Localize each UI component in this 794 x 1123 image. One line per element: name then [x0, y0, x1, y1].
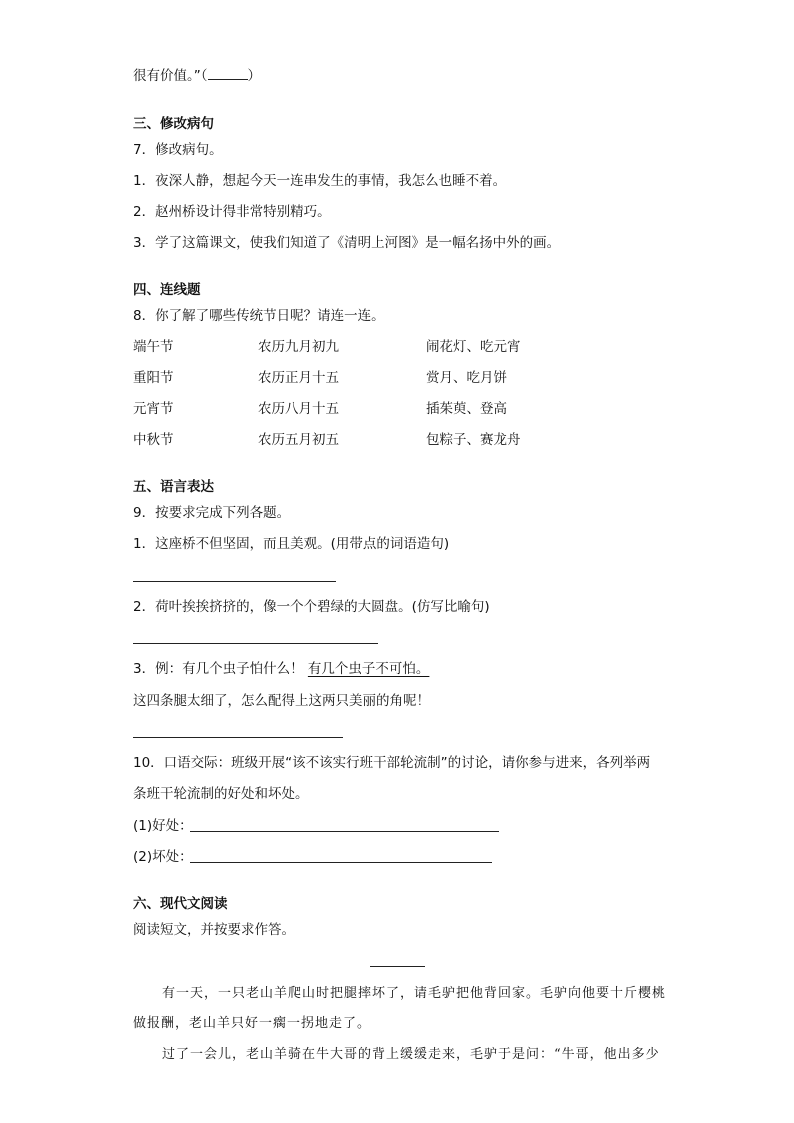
story-title-blank[interactable]: [370, 966, 425, 967]
bad-label: (2)坏处：: [133, 849, 193, 865]
question-7: 7．修改病句。: [133, 142, 223, 158]
question-7-item-3: 3．学了这篇课文，使我们知道了《清明上河图》是一幅名扬中外的画。: [133, 235, 561, 251]
continuation-close: ）: [247, 68, 261, 84]
festival-custom[interactable]: 闹花灯、吃元宵: [426, 339, 521, 355]
festival-date[interactable]: 农历九月初九: [258, 339, 339, 355]
bad-answer-line[interactable]: [190, 862, 492, 863]
good-label: (1)好处：: [133, 818, 193, 834]
question-7-item-2: 2．赵州桥设计得非常特别精巧。: [133, 204, 331, 220]
answer-line[interactable]: [133, 581, 336, 582]
example-answer: 有几个虫子不可怕。: [307, 661, 430, 677]
festival-custom[interactable]: 包粽子、赛龙舟: [426, 432, 521, 448]
question-9-item-3-sentence: 这四条腿太细了，怎么配得上这两只美丽的角呢！: [133, 693, 430, 709]
question-10-line-1: 10．口语交际：班级开展“该不该实行班干部轮流制”的讨论，请你参与进来，各列举两: [133, 755, 651, 771]
festival-date[interactable]: 农历五月初五: [258, 432, 339, 448]
section-6-title: 六、现代文阅读: [133, 896, 228, 912]
festival-date[interactable]: 农历正月十五: [258, 370, 339, 386]
question-9: 9．按要求完成下列各题。: [133, 505, 291, 521]
continuation-text: 很有价值。”（: [133, 68, 208, 84]
festival-custom[interactable]: 插茱萸、登高: [426, 401, 507, 417]
continuation-line: [133, 66, 261, 86]
question-9-item-3: [133, 659, 429, 679]
festival-name[interactable]: 重阳节: [133, 370, 174, 386]
festival-name[interactable]: 元宵节: [133, 401, 174, 417]
section-4-title: 四、连线题: [133, 282, 201, 298]
festival-name[interactable]: 中秋节: [133, 432, 174, 448]
question-8: 8．你了解了哪些传统节日呢？请连一连。: [133, 308, 385, 324]
story-line-3: 过了一会儿，老山羊骑在牛大哥的背上缓缓走来，毛驴于是问：“牛哥，他出多少: [162, 1047, 660, 1062]
answer-line[interactable]: [133, 643, 378, 644]
festival-name[interactable]: 端午节: [133, 339, 174, 355]
answer-blank[interactable]: [208, 67, 248, 80]
story-line-1: 有一天，一只老山羊爬山时把腿摔坏了，请毛驴把他背回家。毛驴向他要十斤樱桃: [162, 986, 667, 1001]
example-prefix: 3．例：有几个虫子怕什么！: [133, 661, 304, 677]
section-3-title: 三、修改病句: [133, 116, 214, 132]
section-5-title: 五、语言表达: [133, 479, 214, 495]
festival-custom[interactable]: 赏月、吃月饼: [426, 370, 507, 386]
story-line-2: 做报酬，老山羊只好一瘸一拐地走了。: [133, 1016, 372, 1031]
good-answer-line[interactable]: [190, 831, 499, 832]
answer-line[interactable]: [133, 737, 343, 738]
festival-date[interactable]: 农历八月十五: [258, 401, 339, 417]
reading-instruction: 阅读短文，并按要求作答。: [133, 922, 295, 938]
question-10-line-2: 条班干轮流制的好处和坏处。: [133, 786, 309, 802]
question-9-item-1: 1．这座桥不但坚固，而且美观。(用带点的词语造句): [133, 536, 450, 552]
question-9-item-2: 2．荷叶挨挨挤挤的，像一个个碧绿的大圆盘。(仿写比喻句): [133, 599, 490, 615]
question-7-item-1: 1．夜深人静，想起今天一连串发生的事情，我怎么也睡不着。: [133, 173, 507, 189]
